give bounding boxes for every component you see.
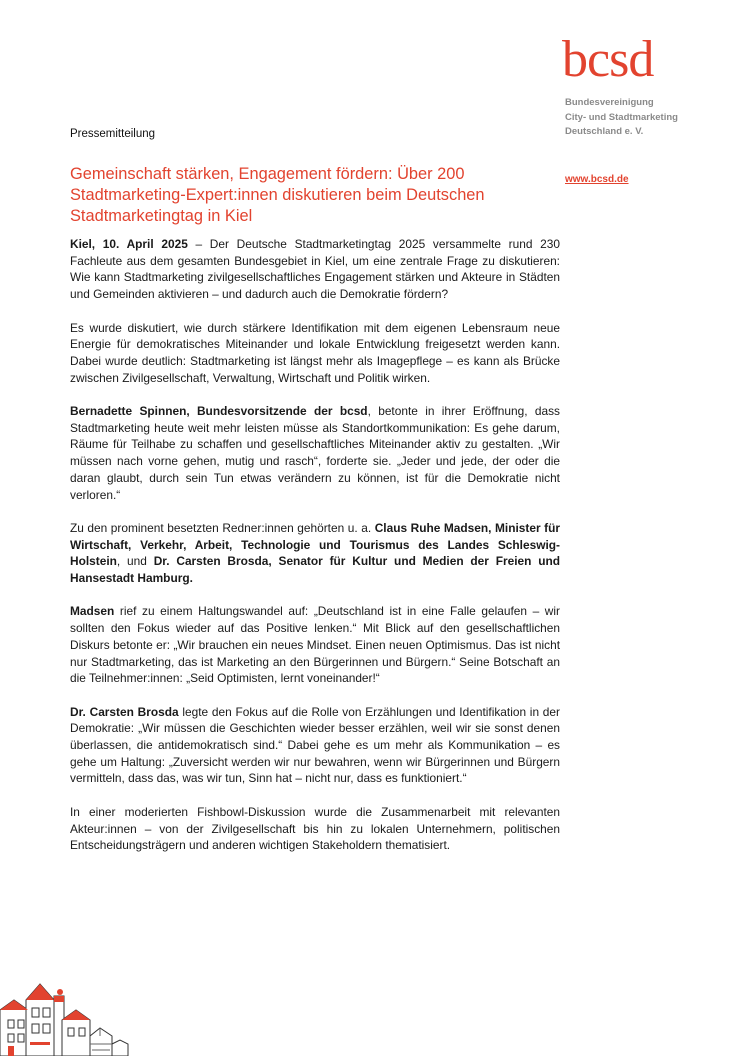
paragraph-text: legte den Fokus auf die Rolle von Erzählungen und Identifikation in der Demokratie: „Wir müssen die Geschichten wieder besser erzählen, weil wir sie sonst denen überlassen, die antidemokratisch sind.“ Dabei gehe es um mehr als Kommunikation – es gehe um Haltung: „Zuversicht werden wir nur bewahren, wenn wir Bürgerinnen und Bürgern vermitteln, dass das, was wir tun, Sinn hat – nicht nur, dass es funktioniert.“ [70,704,560,786]
dateline: Kiel, 10. April 2025 [70,237,188,251]
press-release-headline: Gemeinschaft stärken, Engagement fördern: Über 200 Stadtmarketing-Expert:innen diskutieren beim Deutschen Stadtmarketingtag in Kiel [70,165,485,225]
paragraph-discussion [70,320,560,387]
speaker-spinnen: Bernadette Spinnen, Bundesvorsitzende der bcsd [70,404,368,418]
paragraph-text: In einer moderierten Fishbowl-Diskussion wurde die Zusammenarbeit mit relevanten Akteur:innen – von der Zivilgesellschaft bis hin zu lokalen Unternehmern, politischen Entscheidungsträgern und anderen wichtigen Stakeholdern thematisiert. [70,804,560,853]
org-line-1: Bundesvereinigung [565,97,654,108]
org-line-3: Deutschland e. V. [565,126,644,137]
paragraph-text: – Der Deutsche Stadtmarketingtag 2025 versammelte rund 230 Fachleute aus dem gesamten Bundesgebiet in Kiel, um eine zentrale Frage zu diskutieren: Wie kann Stadtmarketing zivilgesellschaftliches Engagement stärken und Akteure in Städten und Gemeinden aktivieren – und dadurch auch die Demokratie fördern? [70,237,560,302]
press-release-body [70,236,560,871]
bcsd-logo: bcsd [562,31,654,88]
org-line-2: City- und Stadtmarketing [565,111,678,123]
speaker-madsen-title: Claus Ruhe Madsen, Minister für Wirtschaft, Verkehr, Arbeit, Technologie und Tourismus des Landes Schleswig-Holstein [70,520,560,569]
paragraph-brosda [70,704,560,788]
speaker-madsen: Madsen [70,604,115,619]
paragraph-fishbowl [70,804,560,854]
paragraph-madsen [70,603,560,687]
speaker-brosda-title: Dr. Carsten Brosda, Senator für Kultur und Medien der Freien und Hansestadt Hamburg. [70,554,560,586]
paragraph-spinnen [70,403,560,503]
paragraph-intro [70,236,560,303]
document-type-label: Pressemitteilung [70,128,156,140]
speaker-brosda: Dr. Carsten Brosda [70,704,179,719]
organization-name [565,96,740,140]
paragraph-text: Zu den prominent besetzten Redner:innen gehörten u. a. [70,520,375,535]
paragraph-text: , und [116,554,154,569]
paragraph-text: , betonte in ihrer Eröffnung, dass Stadtmarketing heute weit mehr leisten müsse als Standortkommunikation: Es gehe darum, Räume für Teilhabe zu schaffen und gesellschaftliches Miteinander aktiv zu gestalten. „Wir müssen nach vorne gehen, mutig und rasch“, forderte sie. „Jeder und jede, der oder die daran glaubt, durch sein Tun etwas verändern zu können, ist für die Demokratie nicht verloren.“ [70,404,561,502]
paragraph-text: rief zu einem Haltungswandel auf: „Deutschland ist in eine Falle gelaufen – wir sollten den Fokus wieder auf das Positive lenken.“ Mit Blick auf den gesellschaftlichen Diskurs betonte er: „Wir brauchen ein neues Mindset. Einen neuen Optimismus. Das ist nicht nur Stadtmarketing, das ist Marketing an den Bürgerinnen und Bürgern.“ Seine Botschaft an die Teilnehmer:innen: „Seid Optimisten, lernt voneinander!“ [70,604,560,686]
city-skyline-illustration [0,970,170,1056]
paragraph-speakers [70,520,560,587]
website-link[interactable]: www.bcsd.de [565,174,629,185]
paragraph-text: Es wurde diskutiert, wie durch stärkere Identifikation mit dem eigenen Lebensraum neue Energie für demokratisches Miteinander und lokale Entwicklung freigesetzt werden kann. Dabei wurde deutlich: Stadtmarketing ist längst mehr als Imagepflege – es kann als Brücke zwischen Zivilgesellschaft, Verwaltung, Wirtschaft und Politik wirken. [70,320,560,385]
